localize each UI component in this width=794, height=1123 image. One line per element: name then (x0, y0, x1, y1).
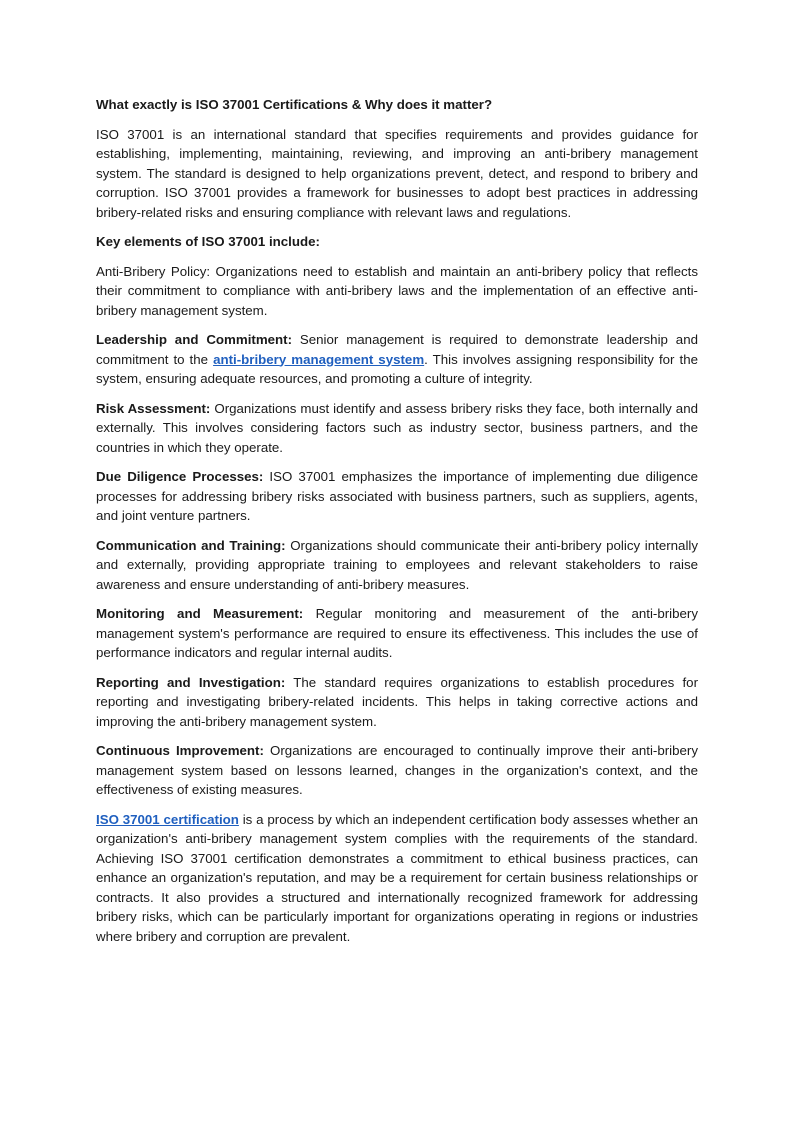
page-title: What exactly is ISO 37001 Certifications & Why does it matter? (96, 97, 493, 112)
reporting-paragraph (96, 673, 698, 732)
due-diligence-label: Due Diligence Processes: (96, 469, 264, 484)
risk-assessment-text: Organizations must identify and assess bribery risks they face, both internally and externally. This involves considering factors such as industry sector, business partners, and the countries in which they operate. (96, 400, 698, 455)
anti-bribery-policy-paragraph: Anti-Bribery Policy: Organizations need to establish and maintain an anti-bribery policy that reflects their commitment to compliance with anti-bribery laws and the implementation of an effective anti-bribery management system. (96, 263, 698, 318)
anti-bribery-management-system-link[interactable]: anti-bribery management system (213, 351, 425, 367)
monitoring-paragraph (96, 604, 698, 663)
risk-assessment-paragraph (96, 399, 698, 458)
intro-paragraph: ISO 37001 is an international standard that specifies requirements and provides guidance for establishing, implementing, maintaining, reviewing, and improving an anti-bribery management system. The standard is designed to help organizations prevent, detect, and respond to bribery and corruption. ISO 37001 provides a framework for businesses to adopt best practices in addressing bribery-related risks and ensuring compliance with relevant laws and regulations. (96, 126, 698, 220)
leadership-label: Leadership and Commitment: (96, 332, 293, 347)
due-diligence-paragraph (96, 467, 698, 526)
continuous-improvement-paragraph (96, 741, 698, 800)
certification-paragraph (96, 810, 698, 947)
document-page (96, 95, 698, 956)
monitoring-label: Monitoring and Measurement: (96, 606, 304, 621)
leadership-paragraph (96, 330, 698, 389)
leadership-text-after: . This involves assigning responsibility for the system, ensuring adequate resources, and promoting a culture of integrity. (96, 351, 699, 386)
continuous-improvement-label: Continuous Improvement: (96, 743, 264, 758)
communication-label: Communication and Training: (96, 537, 286, 553)
monitoring-text: Regular monitoring and measurement of the anti-bribery management system's performance are required to ensure its effectiveness. This includes the use of performance indicators and regular internal audits. (96, 606, 699, 660)
communication-text: Organizations should communicate their anti-bribery policy internally and externally, providing appropriate training to employees and relevant stakeholders to raise awareness and ensure understanding of anti-bribery measures. (96, 537, 699, 592)
reporting-text: The standard requires organizations to establish procedures for reporting and investigating bribery-related incidents. This helps in taking corrective actions and improving the anti-bribery management system. (96, 674, 699, 729)
leadership-text-before: Senior management is required to demonstrate leadership and commitment to the (96, 332, 698, 367)
certification-text: is a process by which an independent certification body assesses whether an organization's anti-bribery management system complies with the requirements of the standard. Achieving ISO 37001 certification demonstrates a commitment to ethical business practices, can enhance an organization's reputation, and may be a requirement for certain business relationships or contracts. It also provides a structured and internationally recognized framework for addressing bribery risks, which can be particularly important for organizations operating in regions or industries where bribery and corruption are prevalent. (96, 811, 699, 944)
key-elements-heading: Key elements of ISO 37001 include: (96, 234, 320, 249)
due-diligence-text: ISO 37001 emphasizes the importance of implementing due diligence processes for addressing bribery risks associated with business partners, such as suppliers, agents, and joint venture partners. (96, 469, 698, 523)
risk-assessment-label: Risk Assessment: (96, 400, 211, 416)
reporting-label: Reporting and Investigation: (96, 674, 286, 690)
iso-37001-certification-link[interactable]: ISO 37001 certification (96, 811, 239, 827)
communication-paragraph (96, 536, 698, 595)
continuous-improvement-text: Organizations are encouraged to continually improve their anti-bribery management system based on lessons learned, changes in the organization's context, and the effectiveness of existing measures. (96, 743, 698, 797)
